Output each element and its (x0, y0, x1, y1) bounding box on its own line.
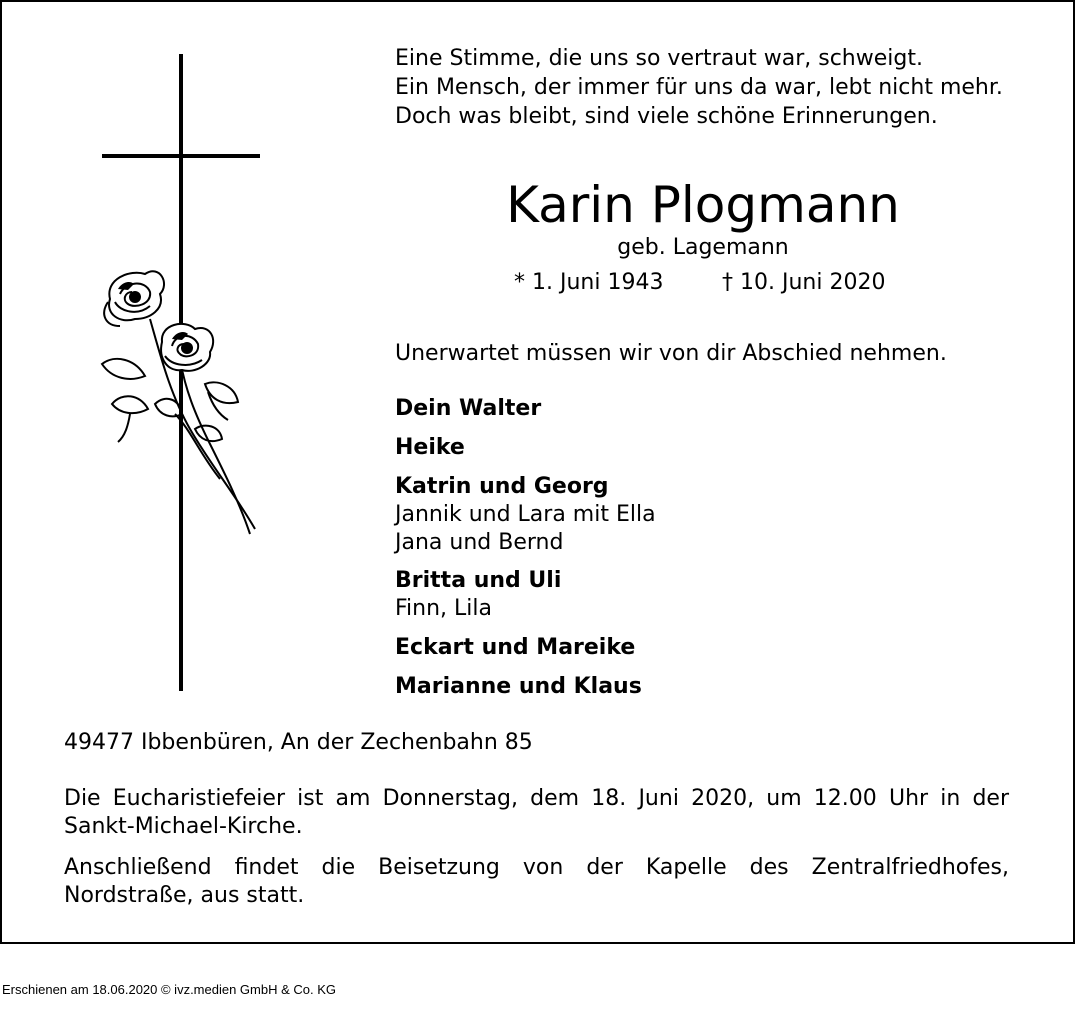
service-info: Die Eucharistiefeier ist am Donnerstag, dem 18. Juni 2020, um 12.00 Uhr in der Sankt-Michael-Kirche. (64, 786, 1009, 839)
birth-date: * 1. Juni 1943 (514, 270, 664, 295)
mourner: Marianne und Klaus (395, 674, 642, 699)
address: 49477 Ibbenbüren, An der Zechenbahn 85 (64, 730, 533, 755)
poem-line: Eine Stimme, die uns so vertraut war, schweigt. (395, 46, 923, 71)
mourner: Katrin und Georg (395, 474, 609, 499)
mourner-sub: Jannik und Lara mit Ella (395, 502, 656, 527)
mourner: Britta und Uli (395, 568, 562, 593)
cross-bar (102, 154, 260, 158)
mourner-sub: Finn, Lila (395, 596, 493, 621)
poem-line: Doch was bleibt, sind viele schöne Erinnerungen. (395, 104, 938, 129)
birth-name: geb. Lagemann (617, 235, 789, 260)
death-date: † 10. Juni 2020 (722, 270, 886, 295)
lead-text: Unerwartet müssen wir von dir Abschied nehmen. (395, 341, 947, 366)
mourner: Heike (395, 435, 465, 460)
burial-info: Anschließend findet die Beisetzung von der Kapelle des Zentralfriedhofes, Nordstraße, aus statt. (64, 855, 1009, 908)
poem (395, 45, 1003, 132)
publication-footer: Erschienen am 18.06.2020 © ivz.medien GmbH & Co. KG (2, 982, 337, 997)
mourner-sub: Jana und Bernd (395, 530, 564, 555)
mourner: Eckart und Mareike (395, 635, 636, 660)
mourner: Dein Walter (395, 396, 542, 421)
deceased-name: Karin Plogmann (506, 176, 900, 234)
poem-line: Ein Mensch, der immer für uns da war, lebt nicht mehr. (395, 75, 1003, 100)
roses-icon (90, 264, 270, 544)
